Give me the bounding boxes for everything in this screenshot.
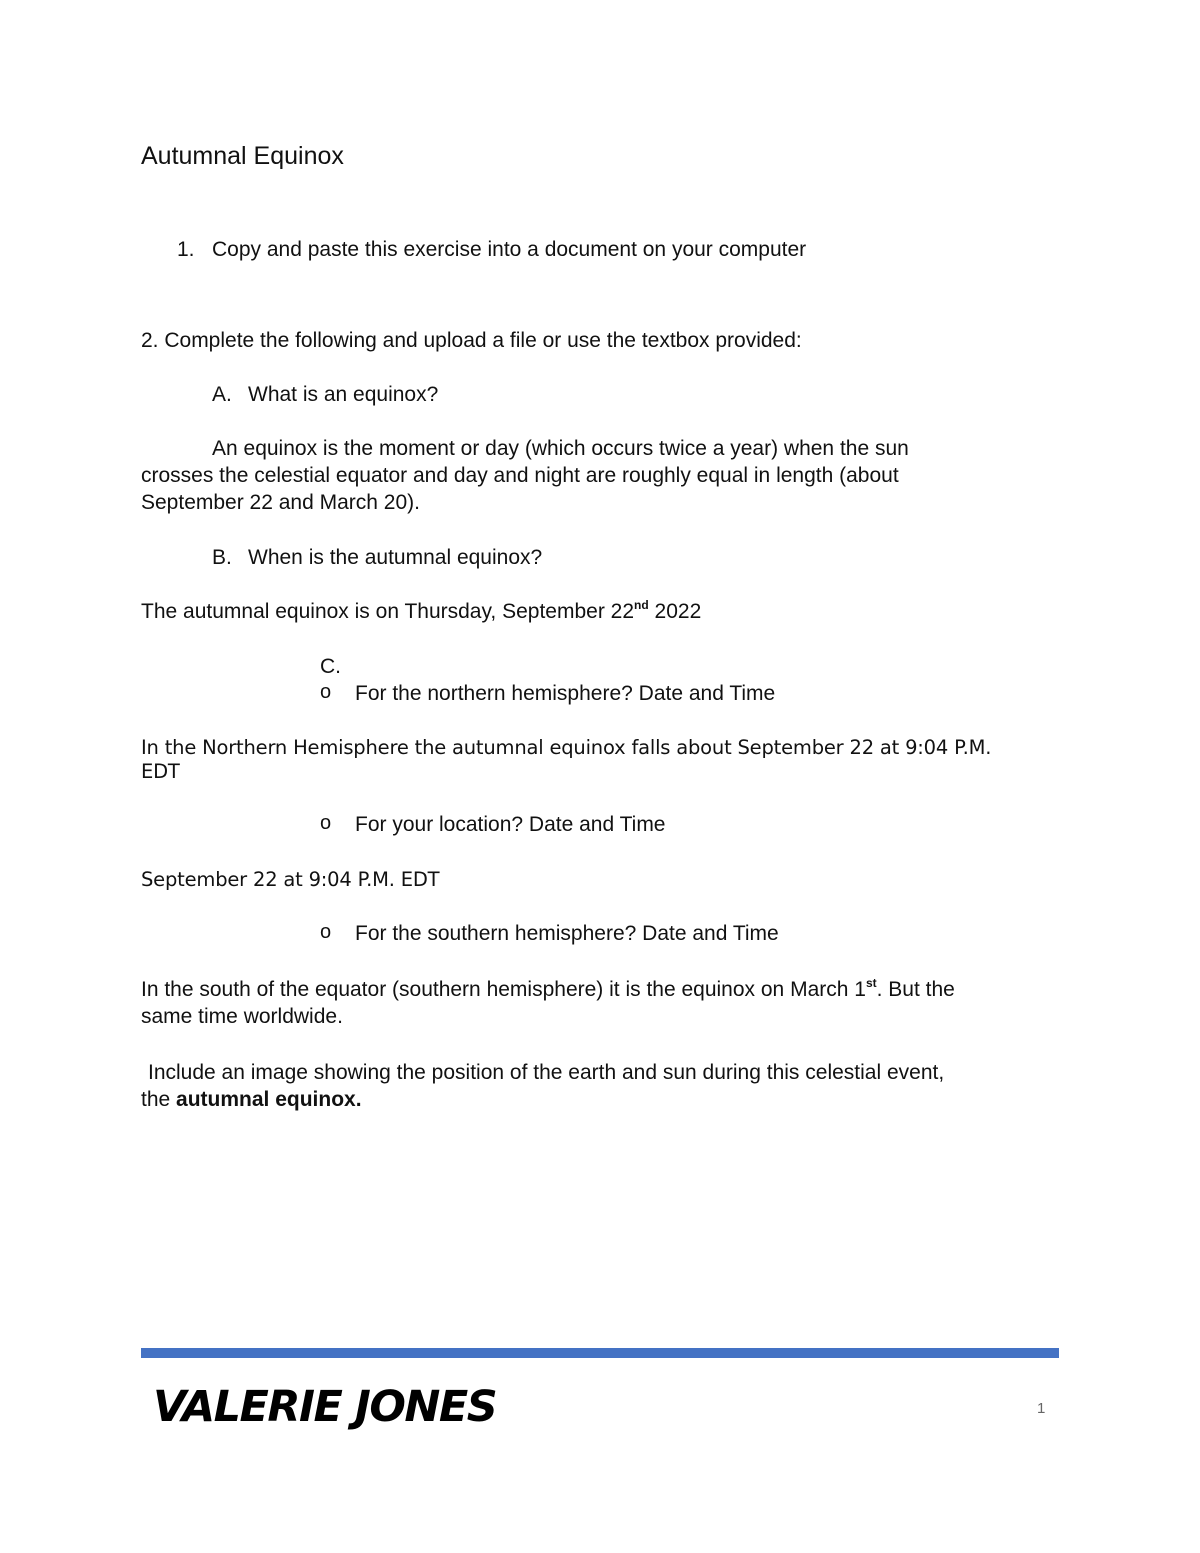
question-c3-text: For the southern hemisphere? Date and Time — [355, 922, 779, 945]
answer-c3-text: In the south of the equator (southern hemisphere) it is the equinox on March 1 — [141, 978, 866, 1001]
footer-rule — [141, 1348, 1059, 1358]
question-a-text: What is an equinox? — [248, 383, 439, 406]
answer-b-text: The autumnal equinox is on Thursday, September 22 — [141, 600, 635, 623]
question-a-label: A. — [212, 383, 232, 406]
document-title: Autumnal Equinox — [141, 142, 344, 170]
question-b-label: B. — [212, 546, 232, 569]
answer-c3-line-2: same time worldwide. — [141, 1005, 343, 1028]
answer-b-superscript: nd — [634, 598, 649, 612]
include-line-1: Include an image showing the position of the earth and sun during this celestial event, — [148, 1061, 945, 1084]
answer-c2: September 22 at 9:04 P.M. EDT — [141, 868, 440, 891]
include-bold-text: autumnal equinox. — [176, 1088, 362, 1111]
bullet-marker: o — [320, 812, 332, 834]
bullet-marker: o — [320, 921, 332, 943]
include-line-2 — [141, 1086, 362, 1113]
question-c2-text: For your location? Date and Time — [355, 813, 666, 836]
include-prefix: the — [141, 1088, 177, 1111]
answer-a-line-2: crosses the celestial equator and day and night are roughly equal in length (about — [141, 464, 899, 487]
question-b-text: When is the autumnal equinox? — [248, 546, 543, 569]
question-c1-text: For the northern hemisphere? Date and Time — [355, 682, 776, 705]
answer-b — [141, 598, 701, 625]
item-1-number: 1. — [177, 238, 195, 261]
answer-c3-line-1 — [141, 976, 955, 1003]
answer-c3-tail: . But the — [876, 978, 955, 1001]
answer-c1-line-1: In the Northern Hemisphere the autumnal equinox falls about September 22 at 9:04 P.M. — [141, 736, 992, 759]
bullet-marker: o — [320, 681, 332, 703]
answer-a-line-1: An equinox is the moment or day (which occurs twice a year) when the sun — [212, 437, 909, 460]
item-2-text: 2. Complete the following and upload a file or use the textbox provided: — [141, 329, 802, 352]
page-number: 1 — [1037, 1400, 1046, 1417]
answer-b-year: 2022 — [648, 600, 702, 623]
footer-author-name: VALERIE JONES — [153, 1382, 497, 1432]
item-1-text: Copy and paste this exercise into a document on your computer — [212, 238, 807, 261]
answer-a-line-3: September 22 and March 20). — [141, 491, 420, 514]
question-c-label: C. — [320, 655, 341, 678]
answer-c3-superscript: st — [865, 976, 877, 990]
answer-c1-line-2: EDT — [141, 760, 180, 783]
